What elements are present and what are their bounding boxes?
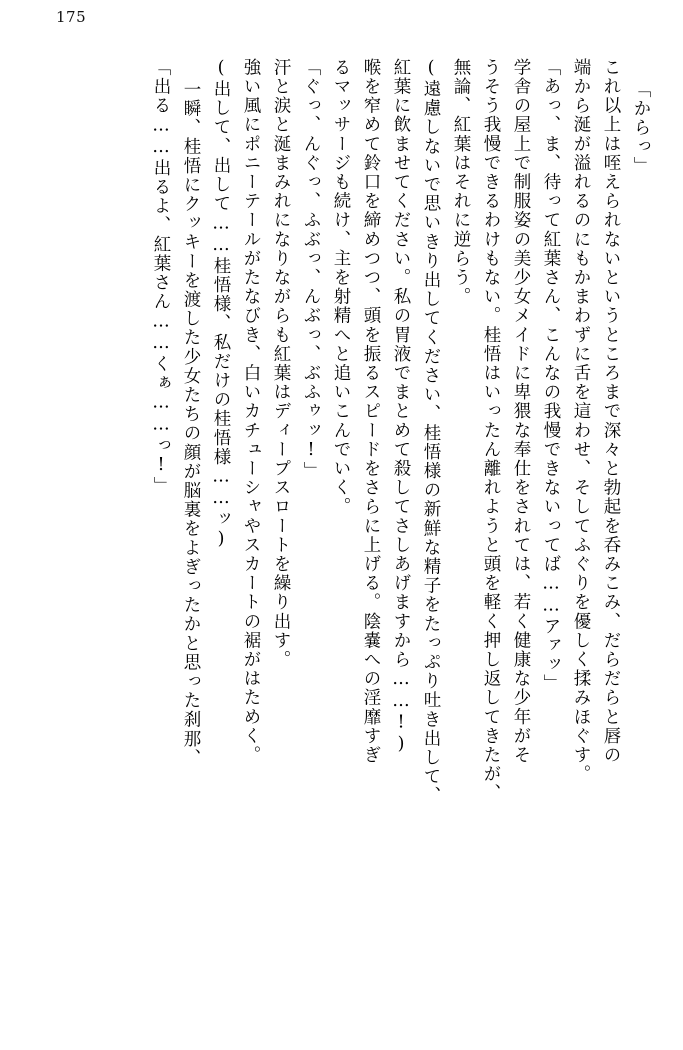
text-line: るマッサージも続け、主を射精へと追いこんでいく。 (331, 58, 351, 517)
text-line: 「ぐっ、んぐっ、ふぶっ、んぶっ、ぶふゥッ!」 (301, 58, 321, 481)
text-line: 「出る……出るよ、紅葉さん……くぁ……っ!」 (151, 58, 171, 496)
page-number: 175 (56, 8, 87, 26)
text-line: 一瞬、桂悟にクッキーを渡した少女たちの顔が脳裏をよぎったかと思った刹那、 (181, 80, 201, 768)
text-line: 「あっ、ま、待って紅葉さん、こんなの我慢できないってば……アァッ」 (541, 58, 561, 694)
text-line: 端から涎が溢れるのにもかまわずに舌を這わせ、そしてふぐりを優しく揉みほぐす。 (571, 58, 591, 784)
text-line: これ以上は咥えられないというところまで深々と勃起を呑みこみ、だらだらと唇の (601, 58, 621, 765)
text-line: (出して、出して……桂悟様、私だけの桂悟様……ッ) (211, 58, 231, 551)
text-line: 汗と涙と涎まみれになりながらも紅葉はディープスロートを繰り出す。 (271, 58, 291, 670)
text-line: 紅葉に飲ませてください。私の胃液でまとめて殺してさしあげますから……!) (391, 58, 411, 756)
text-line: うそう我慢できるわけもない。桂悟はいったん離れようと頭を軽く押し返してきたが、 (481, 58, 501, 803)
text-line: 無論、紅葉はそれに逆らう。 (451, 58, 471, 307)
vertical-text-body (28, 58, 649, 1013)
text-line: 学舎の屋上で制服姿の美少女メイドに卑猥な奉仕をされては、若く健康な少年がそ (511, 58, 531, 765)
text-line: 強い風にポニーテールがたなびき、白いカチューシャやスカートの裾がはためく。 (241, 58, 261, 765)
text-line: (遠慮しないで思いきり出してください、桂悟様の新鮮な精子をたっぷり吐き出して、 (421, 58, 441, 806)
text-line: 喉を窄めて鈴口を締めつつ、頭を振るスピードをさらに上げる。陰嚢への淫靡すぎ (361, 58, 381, 765)
text-line: 「からっ」 (631, 80, 651, 176)
